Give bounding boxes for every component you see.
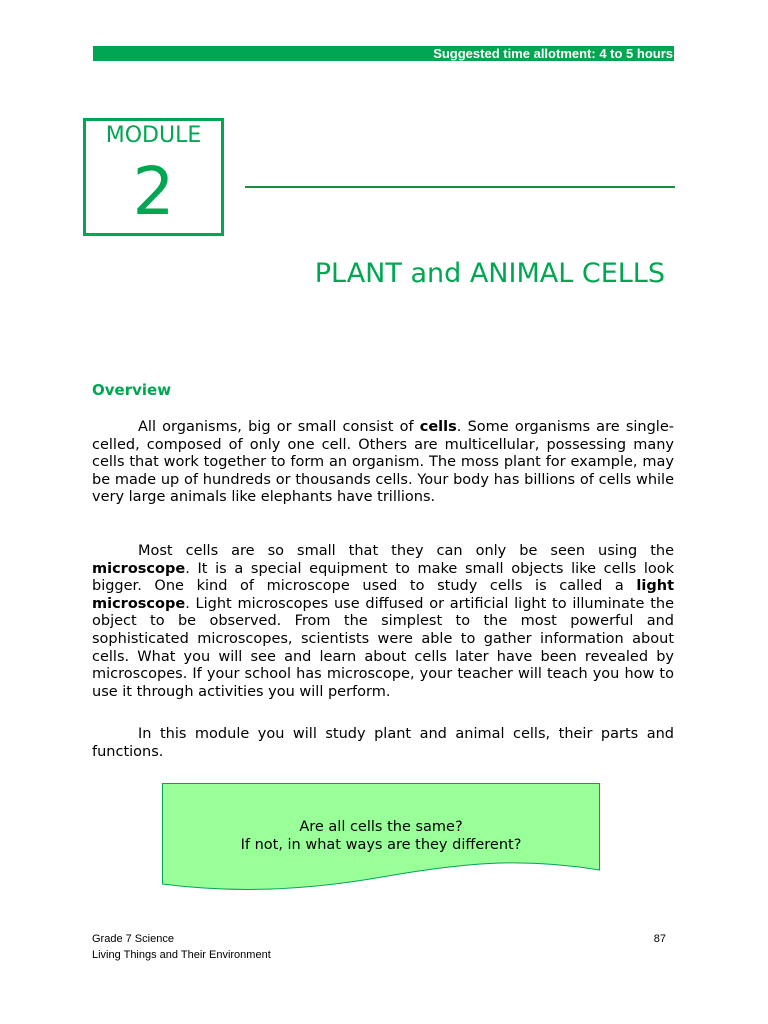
guide-question-text [162,818,600,854]
module-label: MODULE [105,123,202,148]
term-cells: cells [419,419,457,435]
paragraph-1-text: All organisms, big or small consist of [138,419,420,435]
title-divider [245,186,675,188]
footer-subject: Grade 7 Science [92,933,174,945]
module-number: 2 [132,153,175,230]
overview-paragraph-1 [92,419,674,507]
overview-heading: Overview [92,381,172,399]
overview-paragraph-3 [92,726,674,761]
page-number: 87 [653,933,666,945]
page-title: PLANT and ANIMAL CELLS [314,258,665,289]
guide-question-line-2: If not, in what ways are they different? [240,837,522,853]
time-allotment-banner [93,46,674,61]
footer-course-info [92,931,271,963]
paragraph-1-text: . Some organisms are single-celled, composed of only one cell. Others are multicellular, possessing many cells that work together to form an organism. The moss plant for example, may be made up of hundreds or thousands cells. Your body has billions of cells while very large animals like elephants have trillions. [92,419,674,506]
paragraph-2-text: . It is a special equipment to make small objects like cells look bigger. One kind of microscope used to study cells is called a [92,560,674,595]
paragraph-3-text: In this module you will study plant and animal cells, their parts and functions. [92,726,674,760]
overview-paragraph-2 [92,543,674,701]
time-allotment-text: Suggested time allotment: 4 to 5 hours [433,46,673,61]
guide-question-box [162,783,600,893]
paragraph-2-text: Most cells are so small that they can only be seen using the [138,543,674,559]
guide-question-line-1: Are all cells the same? [299,819,463,835]
term-microscope: microscope [92,560,186,577]
paragraph-2-text: . Light microscopes use diffused or artificial light to illuminate the object to be observed. From the simplest to the most powerful and sophisticated microscopes, scientists were able to gather information about cells. What you will see and learn about cells later have been revealed by microscopes. If your school has microscope, your teacher will teach you how to use it through activities you will perform. [92,595,674,700]
footer-unit: Living Things and Their Environment [92,949,271,961]
module-badge [83,118,224,236]
term-light-microscope: light microscope [92,578,674,612]
